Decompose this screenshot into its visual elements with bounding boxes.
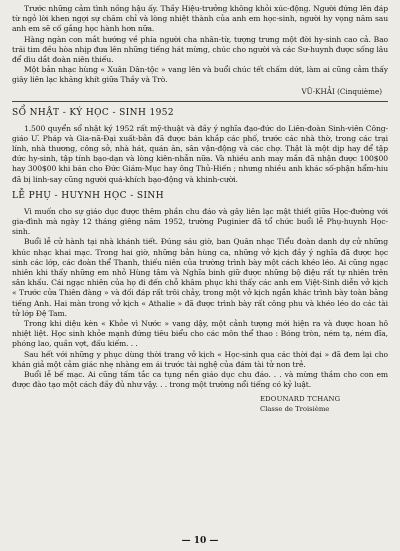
author-signature xyxy=(12,395,388,417)
author-name: EDOUNARD TCHANG xyxy=(260,394,341,403)
parents-day-paragraph: Sau hết với những y phục dùng thời trang vở kịch « Học-sinh qua các thời đại » đã đem lại cho khán giả một cảm giác nhẹ nhàng em ái trước tài nghệ của đám tài tử non trẻ. xyxy=(12,349,388,369)
intro-paragraph: Trước những cảm tình nồng hậu ấy. Thầy Hiệu-trưởng không khỏi xúc-động. Người đứng lên đáp từ ngỏ lời khen ngợi sự chăm chỉ và lòng nhiệt thành của anh em học-sinh, người hy vọng năm sau anh em sẽ cố gắng học hành hơn nữa. xyxy=(12,4,388,34)
intro-paragraph: Hàng ngàn con mắt hướng về phía người cha nhân-từ, tượng trưng một đời hy-sinh cao cả. Bao trái tim đều hòa nhịp đưa lên những tiếng hát mừng, chúc cho người và các Sư-huynh được sống lâu để dìu dắt đoàn niên thiếu. xyxy=(12,34,388,65)
parents-day-paragraph: Trong khi diệu kèn « Khỏe vì Nước » vang dậy, một cảnh tượng mới hiện ra và được hoan hô nhiệt liệt. Học sinh khỏe mạnh đứng tiêu biểu cho các môn thể thao : Bóng tròn, ném tạ, ném đĩa, phóng lao, quần vợt, đấu kiếm. . . xyxy=(12,319,388,349)
section-divider xyxy=(12,101,388,102)
intro-paragraph: Một bản nhạc hùng « Xuân Dân-tộc » vang lên và buổi chúc tết chấm dứt, làm ai cũng cảm thấy giây liên lạc khăng khít giữa Thầy và Trò. xyxy=(12,65,388,85)
diary-paragraph: 1.500 quyển sổ nhật ký 1952 rất mỹ-thuật và đầy ý nghĩa đạo-đức do Liên-đoàn Sinh-viên Công-giáo Ư. Pháp và Gia-nã-Đại xuất-bản đã được bán khắp các phố, trước các nhà thờ, trong các trại lính, nhà thương, công sở, nhà hát, quán ăn, sân vận-động và các chợ. Thật là một dịp hay để tập đức hy-sinh, tập tính bạo-dạn và lòng kiên-nhẫn nữa. Và nhiều anh may mắn đã nhận được 100$00 hay 300$00 khi bán cho Đức Giám-Mục hay ông Thủ-Hiến ; nhưng nhiều anh khác số-phận hẩm-hiu đã bị linh-say cũng người quá-khích bạo-động và khinh-cười. xyxy=(12,123,388,184)
intro-signature: VŨ-KHẢI (Cinquième) xyxy=(301,86,382,96)
parents-day-paragraph: Buổi lễ bế mạc. Ai cũng tấm tắc ca tụng nền giáo dục chu đáo. . . và mừng thầm cho con em được đào tạo một cách đầy đủ như vậy. . . trong một trường nổi tiếng có kỷ luật. xyxy=(12,370,388,390)
page-number: — 10 — xyxy=(181,536,219,546)
parents-day-paragraph: Buổi lễ cử hành tại nhà khánh tiết. Đúng sáu giờ, ban Quân nhạc Tiểu đoàn danh dự cử những khúc nhạc khai mạc. Trong hai giờ, những bản hùng ca, những vở kịch đầy ý nghĩa đã được học sinh các lớp, các đoàn thể Thanh, thiếu niên của trường trình bày một cách khéo léo. Ai cũng ngạc nhiên khi thấy những em nhỏ Hùng tâm và Nghĩa binh giữ được những bộ điệu rất tự nhiên trên sân khấu. Cái ngạc nhiên của họ đi đến chỗ khâm phục khi thấy các anh em Việt-Sinh diễn vở kịch « Trước cửa Thiên đàng » và đối đáp rất trôi chảy, trong một vở kịch ngắn khác trình bày toàn bằng tiếng Anh. Hai màn trong vở kịch « Athalie » đã được trình bày rất công phu và khéo léo do các tài tử lớp Đệ Tam. xyxy=(12,237,388,318)
section-heading-parents-day: LỄ PHỤ - HUYNH HỌC - SINH xyxy=(12,190,164,201)
section-heading-diary: SỔ NHẬT - KÝ HỌC - SINH 1952 xyxy=(12,107,174,118)
parents-day-paragraph: Vì muốn cho sự giáo dục được thêm phần chu đáo và gây liên lạc mật thiết giữa Học-đường với gia-đình mà ngày 12 tháng giêng năm 1952, trường Puginier đã tổ chức buổi lễ Phụ-huynh Học-sinh. xyxy=(12,206,388,237)
author-class: Classe de Troisième xyxy=(260,404,330,413)
